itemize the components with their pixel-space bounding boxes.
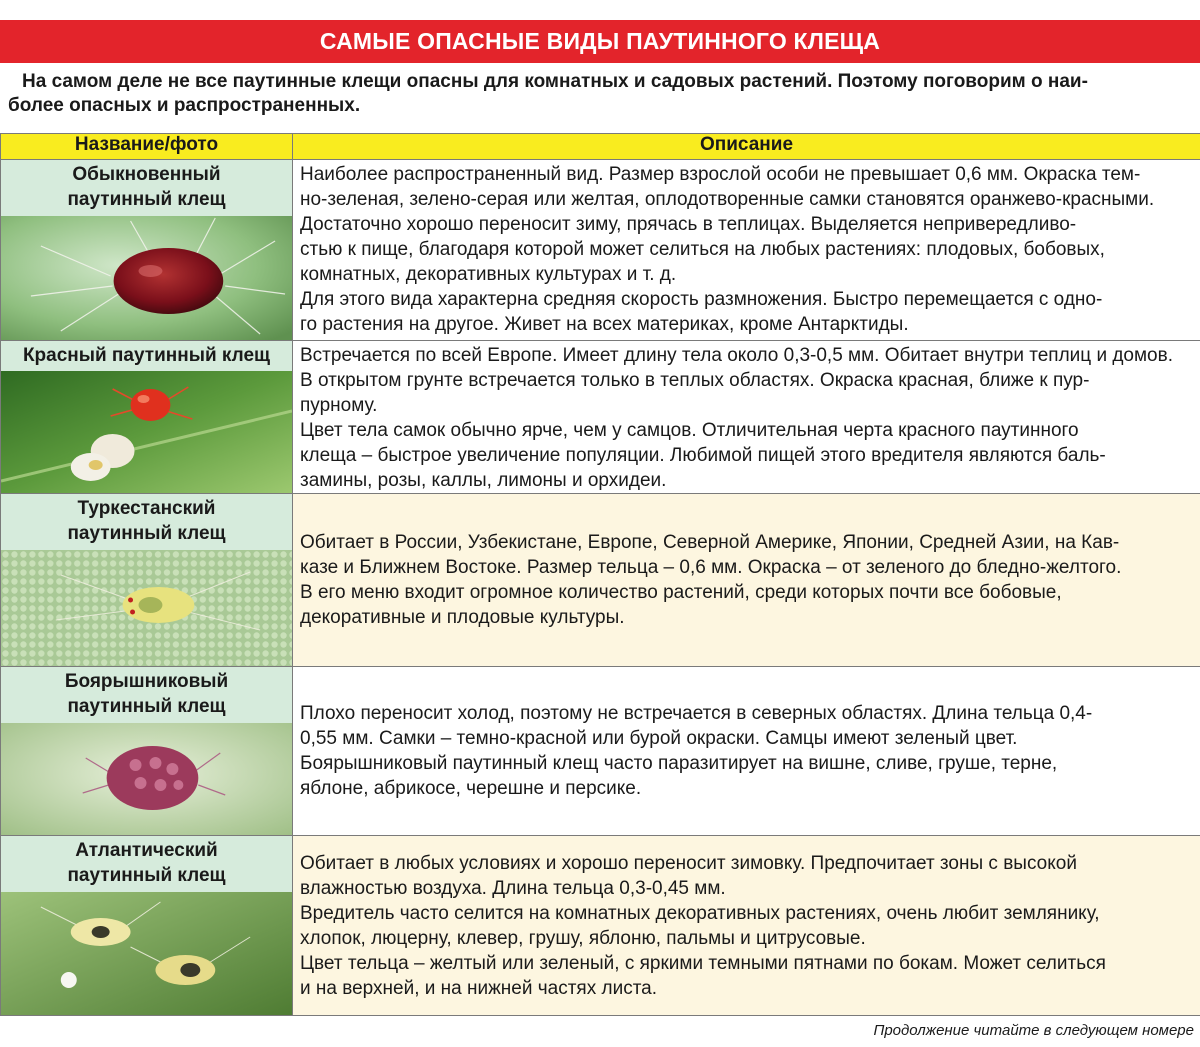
column-header-name: Название/фото <box>1 134 293 160</box>
species-description-cell <box>293 667 1200 836</box>
column-header-description: Описание <box>293 134 1200 160</box>
turkestan-spider-mite-photo <box>1 550 292 666</box>
species-name-cell <box>1 836 293 1016</box>
species-description-cell <box>293 494 1200 667</box>
common-spider-mite-photo <box>1 216 292 340</box>
hawthorn-spider-mite-photo <box>1 723 292 835</box>
species-name: Атлантический паутинный клещ <box>67 840 226 886</box>
table-row <box>1 836 1200 1016</box>
atlantic-spider-mite-photo <box>1 892 292 1015</box>
table-row <box>1 341 1200 494</box>
species-description-cell <box>293 341 1200 494</box>
species-description: Наиболее распространенный вид. Размер взрослой особи не превышает 0,6 мм. Окраска тем- но-зеленая, зелено-серая или желтая, оплодотворенные самки становятся оранжево-красными. Достаточно хорошо переносит зиму, прячась в теплицах. Выделяется непривередливо- стью к пище, благодаря которой может селиться на любых растениях: плодовых, бобовых, комнатных, декоративных культурах и т. д. Для этого вида характерна средняя скорость размножения. Быстро перемещается с одно- го растения на другое. Живет на всех материках, кроме Антарктиды. <box>300 164 1155 335</box>
species-name: Красный паутинный клещ <box>22 345 271 366</box>
species-name-cell <box>1 341 293 494</box>
intro-paragraph <box>0 70 1200 118</box>
intro-line: более опасных и распространенных. <box>8 95 361 116</box>
species-description: Плохо переносит холод, поэтому не встречается в северных областях. Длина тельца 0,4- 0,55 мм. Самки – темно-красной или бурой окраски. Самцы имеют зеленый цвет. Боярышниковый паутинный клещ часто паразитирует на вишне, сливе, груше, терне, яблоне, абрикосе, черешне и персике. <box>300 703 1093 799</box>
intro-line: На самом деле не все паутинные клещи опасны для комнатных и садовых растений. Поэтому поговорим о наи- <box>22 71 1088 92</box>
table-header-row <box>1 134 1200 160</box>
red-spider-mite-photo <box>1 371 292 493</box>
species-description: Встречается по всей Европе. Имеет длину тела около 0,3-0,5 мм. Обитает внутри теплиц и домов. В открытом грунте встречается только в теплых областях. Окраска красная, ближе к пур- пурному. Цвет тела самок обычно ярче, чем у самцов. Отличительная черта красного паутинного клеща – быстрое увеличение популяции. Любимой пищей этого вредителя являются баль- замины, розы, каллы, лимоны и орхидеи. <box>300 345 1173 491</box>
species-description: Обитает в России, Узбекистане, Европе, Северной Америке, Японии, Средней Азии, на Кав- казе и Ближнем Востоке. Размер тельца – 0,6 мм. Окраска – от зеленого до бледно-желтого. В его меню входит огромное количество растений, среди которых почти все бобовые, декоративные и плодовые культуры. <box>300 532 1122 628</box>
species-name-cell <box>1 160 293 341</box>
species-description-cell <box>293 160 1200 341</box>
continuation-note: Продолжение читайте в следующем номере <box>873 1022 1194 1039</box>
table-row <box>1 667 1200 836</box>
species-description-cell <box>293 836 1200 1016</box>
page-title-banner <box>0 20 1200 63</box>
mite-species-table <box>0 133 1200 1016</box>
page-title: САМЫЕ ОПАСНЫЕ ВИДЫ ПАУТИННОГО КЛЕЩА <box>319 28 881 54</box>
species-name-cell <box>1 494 293 667</box>
species-name: Обыкновенный паутинный клещ <box>67 164 226 210</box>
table-row <box>1 160 1200 341</box>
species-name: Боярышниковый паутинный клещ <box>64 671 229 717</box>
table-row <box>1 494 1200 667</box>
species-name-cell <box>1 667 293 836</box>
species-name: Туркестанский паутинный клещ <box>67 498 226 544</box>
species-description: Обитает в любых условиях и хорошо переносит зимовку. Предпочитает зоны с высокой влажностью воздуха. Длина тельца 0,3-0,45 мм. Вредитель часто селится на комнатных декоративных растениях, очень любит землянику, хлопок, люцерну, клевер, грушу, яблоню, пальмы и цитрусовые. Цвет тельца – желтый или зеленый, с яркими темными пятнами по бокам. Может селиться и на верхней, и на нижней частях листа. <box>300 852 1106 999</box>
